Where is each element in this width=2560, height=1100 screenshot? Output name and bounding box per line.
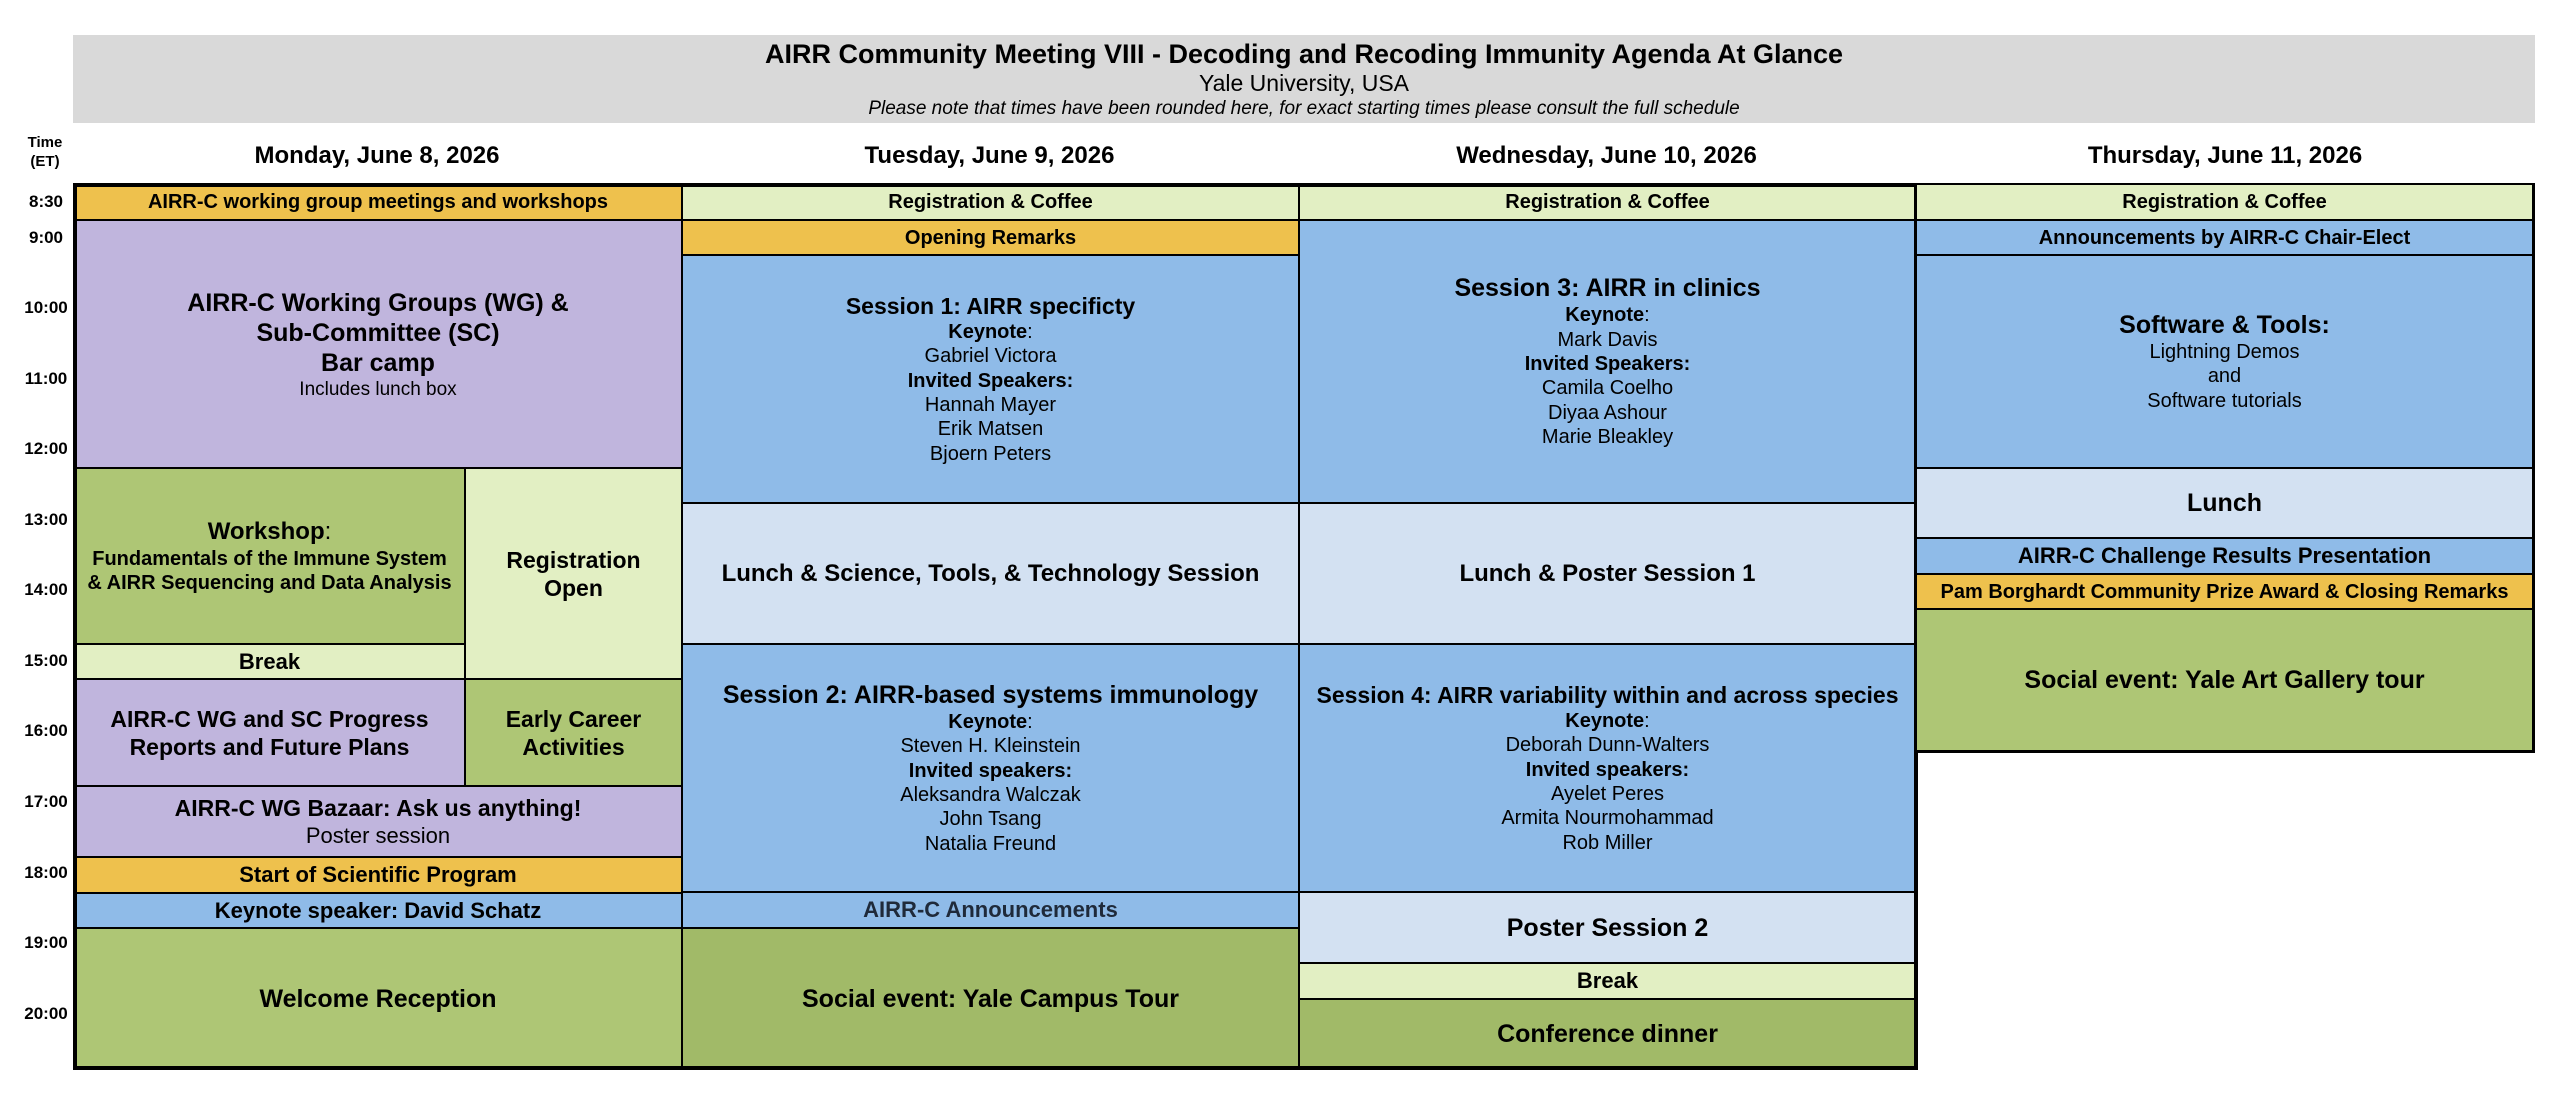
thu-registration-label: Registration & Coffee — [2122, 191, 2327, 213]
wed-poster-session-2 — [1298, 891, 1917, 964]
software-line: Software tutorials — [2147, 389, 2302, 412]
start-program-label: Start of Scientific Program — [239, 862, 517, 887]
early-career-line2: Activities — [522, 733, 625, 760]
session4-speaker: Rob Miller — [1562, 831, 1653, 854]
session3-speaker: Camila Coelho — [1541, 377, 1674, 400]
workshop-line1: Fundamentals of the Immune System — [92, 548, 447, 570]
session4-speaker: Ayelet Peres — [1550, 782, 1665, 805]
wed-lunch-label: Lunch & Poster Session 1 — [1459, 559, 1756, 587]
thu-challenge-results — [1915, 537, 2535, 575]
poster2-label: Poster Session 2 — [1506, 913, 1709, 942]
mon-wg-barcamp — [73, 219, 683, 469]
wed-conference-dinner — [1298, 998, 1917, 1070]
barcamp-note: Includes lunch box — [299, 378, 457, 400]
mon-workshop — [73, 467, 466, 645]
session2-speaker: John Tsang — [939, 808, 1042, 831]
mon-wg-meetings-label: AIRR-C working group meetings and workshops — [147, 191, 609, 213]
workshop-line2: & AIRR Sequencing and Data Analysis — [87, 572, 452, 594]
session1-keynote-colon: : — [1027, 320, 1033, 343]
session1-keynote-speaker: Gabriel Victora — [924, 345, 1057, 368]
session3-invited-label: Invited Speakers: — [1524, 353, 1691, 376]
day-header-monday: Monday, June 8, 2026 — [254, 142, 500, 169]
day-header-thursday: Thursday, June 11, 2026 — [2087, 142, 2363, 169]
tue-opening-remarks — [681, 219, 1300, 256]
wed-break — [1298, 962, 1917, 1000]
tue-registration-label: Registration & Coffee — [888, 191, 1093, 213]
time-label: 8:30 — [28, 192, 64, 211]
session4-title: Session 4: AIRR variability within and across species — [1316, 681, 1899, 708]
session1-keynote-row — [948, 320, 1032, 345]
venue-subtitle: Yale University, USA — [1198, 70, 1410, 96]
thu-prize-closing — [1915, 573, 2535, 610]
thu-social-event — [1915, 608, 2535, 753]
wed-lunch-poster — [1298, 502, 1917, 645]
time-label: 14:00 — [24, 580, 68, 599]
progress-reports-line1: AIRR-C WG and SC Progress — [110, 705, 429, 732]
mon-break-label: Break — [238, 648, 301, 674]
session4-keynote-label: Keynote — [1565, 709, 1645, 732]
time-label: 20:00 — [24, 1004, 68, 1023]
session1-keynote-label: Keynote — [948, 320, 1028, 343]
session4-keynote-colon: : — [1644, 709, 1650, 732]
time-label: 17:00 — [24, 792, 68, 811]
tue-social-event — [681, 927, 1300, 1070]
bazaar-title: AIRR-C WG Bazaar: Ask us anything! — [174, 795, 582, 821]
session3-speaker: Marie Bleakley — [1541, 426, 1674, 449]
mon-break — [73, 643, 466, 680]
wed-session-3 — [1298, 219, 1917, 504]
mon-wg-meetings — [73, 183, 683, 221]
thu-lunch-label: Lunch — [2187, 489, 2262, 517]
session2-keynote-colon: : — [1027, 710, 1033, 733]
mon-start-program — [73, 856, 683, 894]
prize-closing-label: Pam Borghardt Community Prize Award & Closing Remarks — [1940, 580, 2509, 603]
barcamp-title-line3: Bar camp — [321, 348, 435, 377]
session3-title: Session 3: AIRR in clinics — [1454, 274, 1761, 303]
thu-announcements — [1915, 219, 2535, 256]
session2-title: Session 2: AIRR-based systems immunology — [722, 680, 1259, 709]
time-header-zone: (ET) — [30, 153, 60, 170]
mon-keynote-label: Keynote speaker: David Schatz — [214, 897, 542, 923]
session2-speaker: Natalia Freund — [924, 832, 1057, 855]
thu-software-tools — [1915, 254, 2535, 469]
day-header-wednesday: Wednesday, June 10, 2026 — [1456, 142, 1757, 169]
tue-session-1 — [681, 254, 1300, 504]
session3-speaker: Diyaa Ashour — [1548, 401, 1667, 424]
mon-registration-open — [464, 467, 683, 680]
wed-session-4 — [1298, 643, 1917, 893]
session1-invited-label: Invited Speakers: — [907, 369, 1074, 392]
campus-tour-label: Social event: Yale Campus Tour — [802, 984, 1179, 1013]
session4-invited-label: Invited speakers: — [1525, 758, 1690, 781]
time-label: 13:00 — [24, 510, 68, 529]
registration-open-line2: Open — [544, 574, 603, 601]
time-label: 19:00 — [24, 933, 68, 952]
time-label: 9:00 — [28, 228, 64, 247]
tue-registration — [681, 183, 1300, 221]
dinner-label: Conference dinner — [1497, 1020, 1718, 1048]
software-line: and — [2207, 365, 2242, 388]
mon-welcome-reception — [73, 927, 683, 1070]
time-label: 11:00 — [24, 369, 68, 388]
workshop-title-row — [208, 517, 332, 547]
wed-registration-label: Registration & Coffee — [1505, 191, 1710, 213]
bazaar-poster: Poster session — [305, 823, 451, 848]
session4-speaker: Armita Nourmohammad — [1501, 807, 1714, 830]
workshop-title: Workshop — [207, 518, 325, 545]
day-header-tuesday: Tuesday, June 9, 2026 — [864, 142, 1115, 169]
session4-keynote-row — [1565, 709, 1649, 734]
time-column-header — [22, 133, 68, 171]
agenda-title: AIRR Community Meeting VIII - Decoding and Recoding Immunity Agenda At Glance — [764, 39, 1844, 69]
wed-registration — [1298, 183, 1917, 221]
time-label: 10:00 — [24, 298, 68, 317]
session1-speaker: Erik Matsen — [937, 418, 1044, 441]
time-label: 16:00 — [24, 721, 68, 740]
thu-registration — [1915, 183, 2535, 221]
session3-keynote-label: Keynote — [1565, 304, 1645, 327]
mon-early-career — [464, 678, 683, 787]
session3-keynote-row — [1565, 303, 1649, 328]
thu-announcements-label: Announcements by AIRR-C Chair-Elect — [2038, 226, 2411, 249]
time-label: 18:00 — [24, 863, 68, 882]
session2-keynote-row — [948, 710, 1032, 735]
art-gallery-label: Social event: Yale Art Gallery tour — [2024, 666, 2425, 694]
session1-speaker: Bjoern Peters — [929, 442, 1052, 465]
tue-session-2 — [681, 643, 1300, 893]
tue-lunch-label: Lunch & Science, Tools, & Technology Session — [721, 559, 1260, 587]
welcome-reception-label: Welcome Reception — [259, 984, 497, 1013]
time-label: 12:00 — [24, 439, 68, 458]
challenge-results-label: AIRR-C Challenge Results Presentation — [2017, 543, 2432, 568]
tue-announcements — [681, 891, 1300, 929]
time-header-label: Time — [27, 134, 63, 151]
wed-break-label: Break — [1576, 968, 1639, 993]
mon-keynote — [73, 892, 683, 929]
opening-remarks-label: Opening Remarks — [904, 226, 1077, 249]
session4-keynote-speaker: Deborah Dunn-Walters — [1505, 734, 1710, 757]
session3-keynote-colon: : — [1644, 304, 1650, 327]
tue-lunch-session — [681, 502, 1300, 645]
barcamp-title-line1: AIRR-C Working Groups (WG) & — [187, 288, 569, 317]
workshop-colon: : — [324, 518, 332, 545]
mon-progress-reports — [73, 678, 466, 787]
time-label: 15:00 — [24, 651, 68, 670]
software-title: Software & Tools: — [2119, 310, 2330, 339]
thu-lunch — [1915, 467, 2535, 539]
progress-reports-line2: Reports and Future Plans — [129, 733, 410, 760]
software-line: Lightning Demos — [2149, 340, 2300, 363]
agenda-title-box — [73, 35, 2535, 123]
session1-title: Session 1: AIRR specificty — [845, 292, 1136, 319]
tue-announcements-label: AIRR-C Announcements — [863, 897, 1118, 922]
session2-keynote-speaker: Steven H. Kleinstein — [900, 735, 1081, 758]
barcamp-title-line2: Sub-Committee (SC) — [256, 318, 500, 347]
session2-speaker: Aleksandra Walczak — [900, 783, 1081, 806]
session2-keynote-label: Keynote — [948, 710, 1028, 733]
session2-invited-label: Invited speakers: — [908, 759, 1073, 782]
registration-open-line1: Registration — [506, 546, 641, 573]
early-career-line1: Early Career — [505, 705, 642, 732]
mon-wg-bazaar — [73, 785, 683, 858]
rounding-note: Please note that times have been rounded here, for exact starting times please consult the full schedule — [868, 98, 1740, 119]
session1-speaker: Hannah Mayer — [924, 393, 1057, 416]
session3-keynote-speaker: Mark Davis — [1557, 328, 1658, 351]
